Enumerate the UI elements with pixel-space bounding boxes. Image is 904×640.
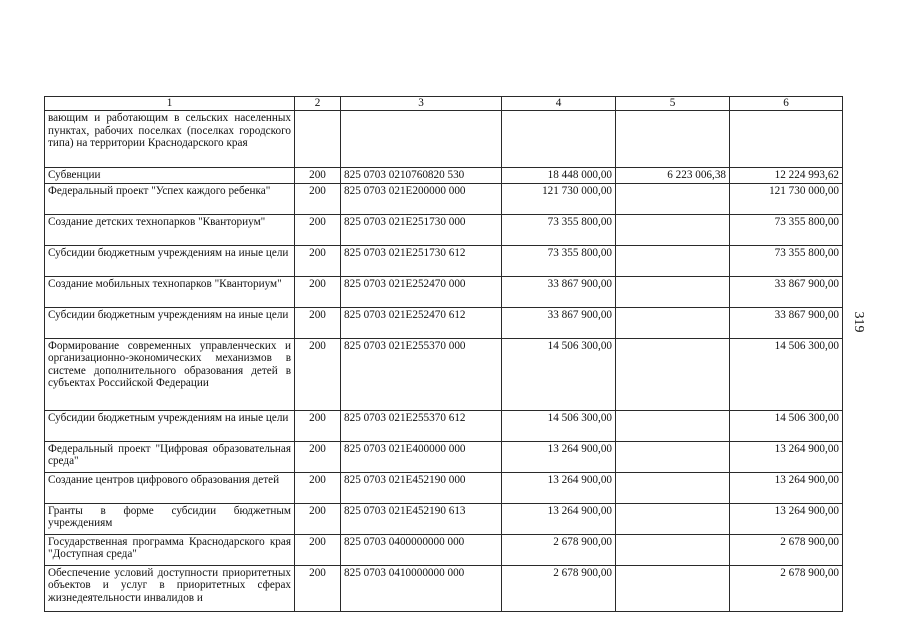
row-kbk: 825 0703 021E251730 612 <box>341 245 502 276</box>
row-code: 200 <box>295 472 341 503</box>
row-code: 200 <box>295 183 341 214</box>
row-code: 200 <box>295 338 341 410</box>
row-code: 200 <box>295 276 341 307</box>
row-col6 <box>730 111 843 168</box>
row-col4: 2 678 900,00 <box>502 534 616 565</box>
row-col6: 13 264 900,00 <box>730 472 843 503</box>
row-kbk: 825 0703 021E252470 000 <box>341 276 502 307</box>
row-col4: 18 448 000,00 <box>502 168 616 184</box>
row-name: Субсидии бюджетным учреждениям на иные цели <box>45 245 295 276</box>
row-name: Создание детских технопарков "Кванториум" <box>45 214 295 245</box>
row-col6: 33 867 900,00 <box>730 307 843 338</box>
row-kbk: 825 0703 021E255370 612 <box>341 410 502 441</box>
budget-table <box>44 96 843 612</box>
row-col6: 2 678 900,00 <box>730 534 843 565</box>
row-col4: 33 867 900,00 <box>502 276 616 307</box>
row-col5 <box>616 183 730 214</box>
row-name: Федеральный проект "Цифровая образовательная среда" <box>45 441 295 472</box>
row-name: Субсидии бюджетным учреждениям на иные цели <box>45 307 295 338</box>
row-col6: 13 264 900,00 <box>730 441 843 472</box>
row-code: 200 <box>295 307 341 338</box>
row-col6: 14 506 300,00 <box>730 338 843 410</box>
page-number: 319 <box>851 311 866 333</box>
row-col6: 73 355 800,00 <box>730 214 843 245</box>
row-col5 <box>616 503 730 534</box>
row-col4: 13 264 900,00 <box>502 441 616 472</box>
row-col4 <box>502 111 616 168</box>
row-col5 <box>616 307 730 338</box>
row-code: 200 <box>295 565 341 611</box>
row-name: Создание мобильных технопарков "Кванториум" <box>45 276 295 307</box>
table-row <box>45 472 843 503</box>
row-col4: 73 355 800,00 <box>502 245 616 276</box>
row-col5 <box>616 276 730 307</box>
row-code: 200 <box>295 534 341 565</box>
row-col6: 14 506 300,00 <box>730 410 843 441</box>
row-code <box>295 111 341 168</box>
row-kbk: 825 0703 021E251730 000 <box>341 214 502 245</box>
table-row <box>45 183 843 214</box>
row-col4: 14 506 300,00 <box>502 338 616 410</box>
row-kbk: 825 0703 021E452190 000 <box>341 472 502 503</box>
row-kbk: 825 0703 021E200000 000 <box>341 183 502 214</box>
row-code: 200 <box>295 214 341 245</box>
row-col6: 73 355 800,00 <box>730 245 843 276</box>
row-kbk: 825 0703 021E452190 613 <box>341 503 502 534</box>
row-code: 200 <box>295 441 341 472</box>
table-row <box>45 565 843 611</box>
table-row <box>45 307 843 338</box>
row-col5 <box>616 441 730 472</box>
table-row <box>45 111 843 168</box>
row-col5 <box>616 565 730 611</box>
row-kbk: 825 0703 0400000000 000 <box>341 534 502 565</box>
row-name: вающим и работающим в сельских населенных пунктах, рабочих поселках (поселках городского типа) на территории Краснодарского края <box>45 111 295 168</box>
row-kbk: 825 0703 021E252470 612 <box>341 307 502 338</box>
row-code: 200 <box>295 503 341 534</box>
row-col5 <box>616 111 730 168</box>
row-name: Субсидии бюджетным учреждениям на иные цели <box>45 410 295 441</box>
row-kbk: 825 0703 0410000000 000 <box>341 565 502 611</box>
column-header-4: 4 <box>502 97 616 111</box>
table-row <box>45 245 843 276</box>
row-col5 <box>616 472 730 503</box>
column-header-3: 3 <box>341 97 502 111</box>
row-name: Гранты в форме субсидии бюджетным учреждениям <box>45 503 295 534</box>
row-col5 <box>616 245 730 276</box>
row-col4: 2 678 900,00 <box>502 565 616 611</box>
row-col6: 33 867 900,00 <box>730 276 843 307</box>
row-col6: 13 264 900,00 <box>730 503 843 534</box>
row-col5 <box>616 214 730 245</box>
row-kbk: 825 0703 021E255370 000 <box>341 338 502 410</box>
row-col5: 6 223 006,38 <box>616 168 730 184</box>
row-name: Федеральный проект "Успех каждого ребенка" <box>45 183 295 214</box>
row-kbk <box>341 111 502 168</box>
row-col6: 12 224 993,62 <box>730 168 843 184</box>
row-col4: 33 867 900,00 <box>502 307 616 338</box>
row-name: Субвенции <box>45 168 295 184</box>
row-name: Обеспечение условий доступности приоритетных объектов и услуг в приоритетных сферах жизнедеятельности инвалидов и <box>45 565 295 611</box>
row-kbk: 825 0703 0210760820 530 <box>341 168 502 184</box>
table-row <box>45 534 843 565</box>
column-header-5: 5 <box>616 97 730 111</box>
table-row <box>45 338 843 410</box>
row-code: 200 <box>295 245 341 276</box>
row-col4: 13 264 900,00 <box>502 472 616 503</box>
row-name: Формирование современных управленческих и организационно-экономических механизмов в системе дополнительного образования детей в субъектах Российской Федерации <box>45 338 295 410</box>
row-col4: 13 264 900,00 <box>502 503 616 534</box>
header-row <box>45 97 843 111</box>
table-row <box>45 276 843 307</box>
table-row <box>45 503 843 534</box>
row-col4: 73 355 800,00 <box>502 214 616 245</box>
row-col6: 2 678 900,00 <box>730 565 843 611</box>
row-col6: 121 730 000,00 <box>730 183 843 214</box>
table-row <box>45 168 843 184</box>
row-col4: 121 730 000,00 <box>502 183 616 214</box>
row-name: Государственная программа Краснодарского края "Доступная среда" <box>45 534 295 565</box>
table-row <box>45 410 843 441</box>
row-col5 <box>616 410 730 441</box>
row-name: Создание центров цифрового образования детей <box>45 472 295 503</box>
row-kbk: 825 0703 021E400000 000 <box>341 441 502 472</box>
row-col4: 14 506 300,00 <box>502 410 616 441</box>
column-header-1: 1 <box>45 97 295 111</box>
column-header-6: 6 <box>730 97 843 111</box>
row-code: 200 <box>295 168 341 184</box>
row-col5 <box>616 338 730 410</box>
table-row <box>45 214 843 245</box>
row-col5 <box>616 534 730 565</box>
row-code: 200 <box>295 410 341 441</box>
table-row <box>45 441 843 472</box>
column-header-2: 2 <box>295 97 341 111</box>
